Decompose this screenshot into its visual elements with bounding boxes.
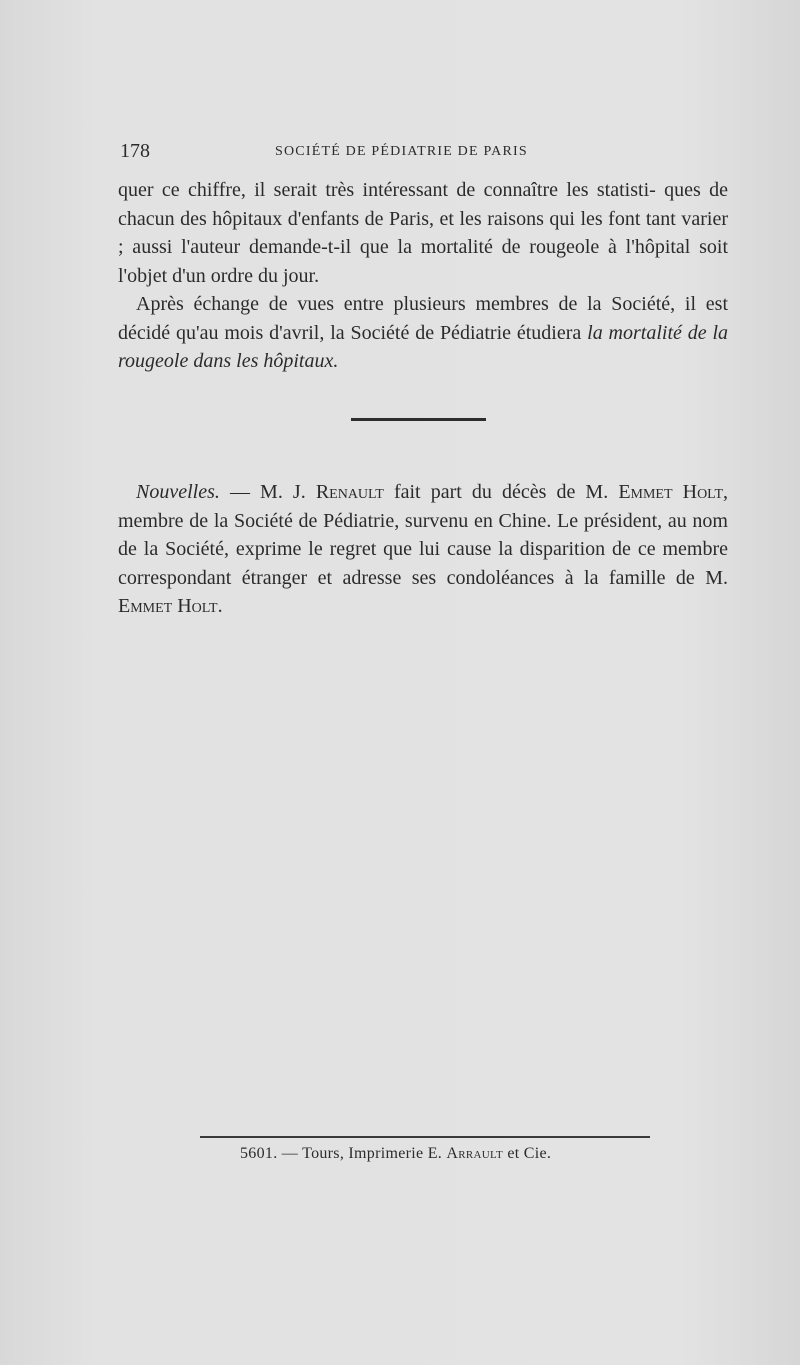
- person-name: Emmet Holt: [618, 481, 723, 503]
- printer-imprint: [240, 1145, 551, 1163]
- paragraph-line: quer ce chiffre, il serait très intéressant de connaître les statisti-: [118, 179, 656, 201]
- paragraph-line: ques de chacun des hôpitaux d'enfants de Paris, et les raisons qui: [118, 179, 728, 230]
- imprint-printer-name: Arrault: [446, 1145, 504, 1162]
- person-name: Emmet Holt: [118, 595, 218, 617]
- news-paragraph: [118, 478, 728, 621]
- page-number: 178: [120, 140, 150, 162]
- news-text: , membre de la Société de Pédiatrie, survenu en Chine. Le président, au nom de la Société, exprime le regret que lui cause la disparition de ce membre correspondant étranger et adresse ses condoléances à la famille de M.: [118, 481, 728, 589]
- news-section: [118, 478, 728, 621]
- imprint-text: 5601. — Tours, Imprimerie E.: [240, 1145, 447, 1162]
- italic-topic: la mortalité de la rougeole dans les hôpitaux.: [118, 321, 729, 372]
- paragraph-line: il est décidé qu'au mois d'avril, la Société de Pédiatrie étudiera: [118, 293, 728, 344]
- paragraph-line: les font tant varier ; aussi l'auteur demande-t-il que la mortalité de: [118, 207, 729, 258]
- news-text: — M. J.: [219, 481, 316, 503]
- body-text-top: [118, 176, 728, 376]
- news-text: fait part du décès de M.: [383, 481, 619, 503]
- news-heading: Nouvelles.: [136, 481, 220, 503]
- imprint-text: et Cie.: [503, 1145, 552, 1162]
- paragraph-line: rougeole à l'hôpital soit l'objet d'un ordre du jour.: [118, 236, 729, 287]
- person-name: Renault: [315, 481, 384, 503]
- section-divider: [351, 418, 486, 421]
- paragraph-line: Après échange de vues entre plusieurs membres de la Société,: [136, 293, 676, 315]
- paragraph-decision: [118, 290, 728, 376]
- page-header: [120, 140, 730, 164]
- footer-rule: [200, 1136, 650, 1138]
- paragraph-continuation: [118, 176, 728, 290]
- running-title: SOCIÉTÉ DE PÉDIATRIE DE PARIS: [275, 144, 528, 159]
- news-text: .: [217, 595, 223, 617]
